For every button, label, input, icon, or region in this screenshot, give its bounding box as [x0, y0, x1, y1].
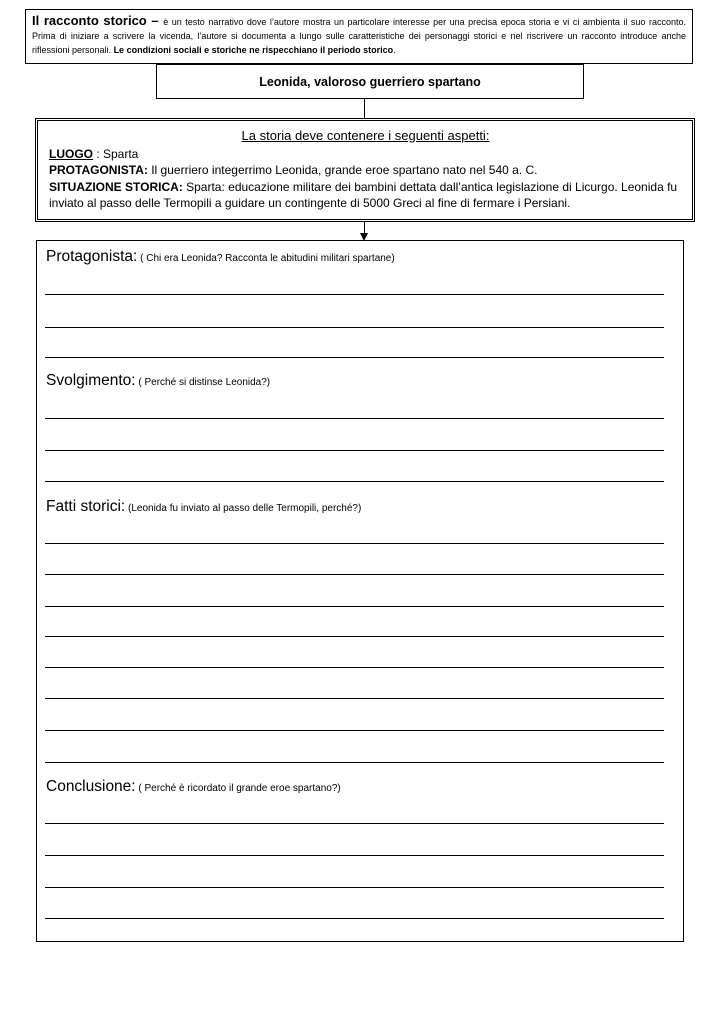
section-conclusione-label — [46, 778, 341, 796]
write-line[interactable] — [45, 636, 664, 637]
intro-strong-text: Le condizioni sociali e storiche ne rispecchiano il periodo storico — [113, 45, 394, 55]
protagonista-value: Il guerriero integerrimo Leonida, grande eroe spartano nato nel 540 a. C. — [147, 163, 538, 177]
aspects-box — [35, 118, 695, 222]
section-label-text: Fatti storici: — [46, 498, 126, 515]
connector-line — [364, 99, 365, 118]
intro-dash: – — [146, 13, 164, 28]
luogo-label: LUOGO — [49, 146, 93, 161]
write-line[interactable] — [45, 730, 664, 731]
write-line[interactable] — [45, 481, 664, 482]
section-label-text: Svolgimento: — [46, 372, 136, 389]
write-line[interactable] — [45, 855, 664, 856]
write-line[interactable] — [45, 450, 664, 451]
aspects-heading: La storia deve contenere i seguenti aspetti: — [241, 128, 490, 143]
section-label-text: Conclusione: — [46, 778, 136, 795]
write-line[interactable] — [45, 698, 664, 699]
section-fatti-storici-label — [46, 498, 361, 516]
intro-box — [25, 9, 693, 64]
write-line[interactable] — [45, 762, 664, 763]
section-question: ( Perché si distinse Leonida?) — [135, 377, 271, 388]
title-box — [156, 64, 584, 99]
aspect-luogo — [49, 146, 682, 163]
section-question: (Leonida fu inviato al passo delle Termopili, perché?) — [125, 503, 362, 514]
write-line[interactable] — [45, 823, 664, 824]
section-question: ( Perché è ricordato il grande eroe spartano?) — [135, 783, 341, 794]
writing-area — [36, 240, 684, 942]
intro-term: Il racconto storico — [32, 13, 147, 28]
write-line[interactable] — [45, 606, 664, 607]
intro-end: . — [393, 45, 396, 55]
section-label-text: Protagonista: — [46, 248, 138, 265]
write-line[interactable] — [45, 327, 664, 328]
page-title: Leonida, valoroso guerriero spartano — [259, 74, 481, 89]
write-line[interactable] — [45, 418, 664, 419]
write-line[interactable] — [45, 357, 664, 358]
protagonista-label: PROTAGONISTA: — [49, 163, 148, 177]
situazione-value: Sparta: educazione militare dei bambini dettata dall’antica legislazione di Licurgo. Leonida fu inviato al passo delle Termopili a guidare un contingente di 5000 Greci al fine di fermare i Persiani. — [49, 179, 678, 210]
write-line[interactable] — [45, 294, 664, 295]
aspect-situazione — [49, 179, 682, 212]
write-line[interactable] — [45, 543, 664, 544]
write-line[interactable] — [45, 574, 664, 575]
intro-text: è un testo narrativo dove l’autore mostra un particolare interesse per una precisa epoca storia e vi ci ambienta il suo racconto. Prima di iniziare a scrivere la vicenda, l’autore si documenta a lungo sulle caratteristiche dei personaggi storici e nel riscrivere un racconto introduce anche riflessioni personali. — [32, 17, 686, 55]
aspect-protagonista — [49, 162, 682, 179]
luogo-value: : Sparta — [93, 146, 139, 161]
write-line[interactable] — [45, 887, 664, 888]
situazione-label: SITUAZIONE STORICA: — [49, 179, 183, 194]
section-protagonista-label — [46, 248, 395, 266]
write-line[interactable] — [45, 667, 664, 668]
section-question: ( Chi era Leonida? Racconta le abitudini militari spartane) — [137, 253, 395, 264]
section-svolgimento-label — [46, 372, 270, 390]
write-line[interactable] — [45, 918, 664, 919]
